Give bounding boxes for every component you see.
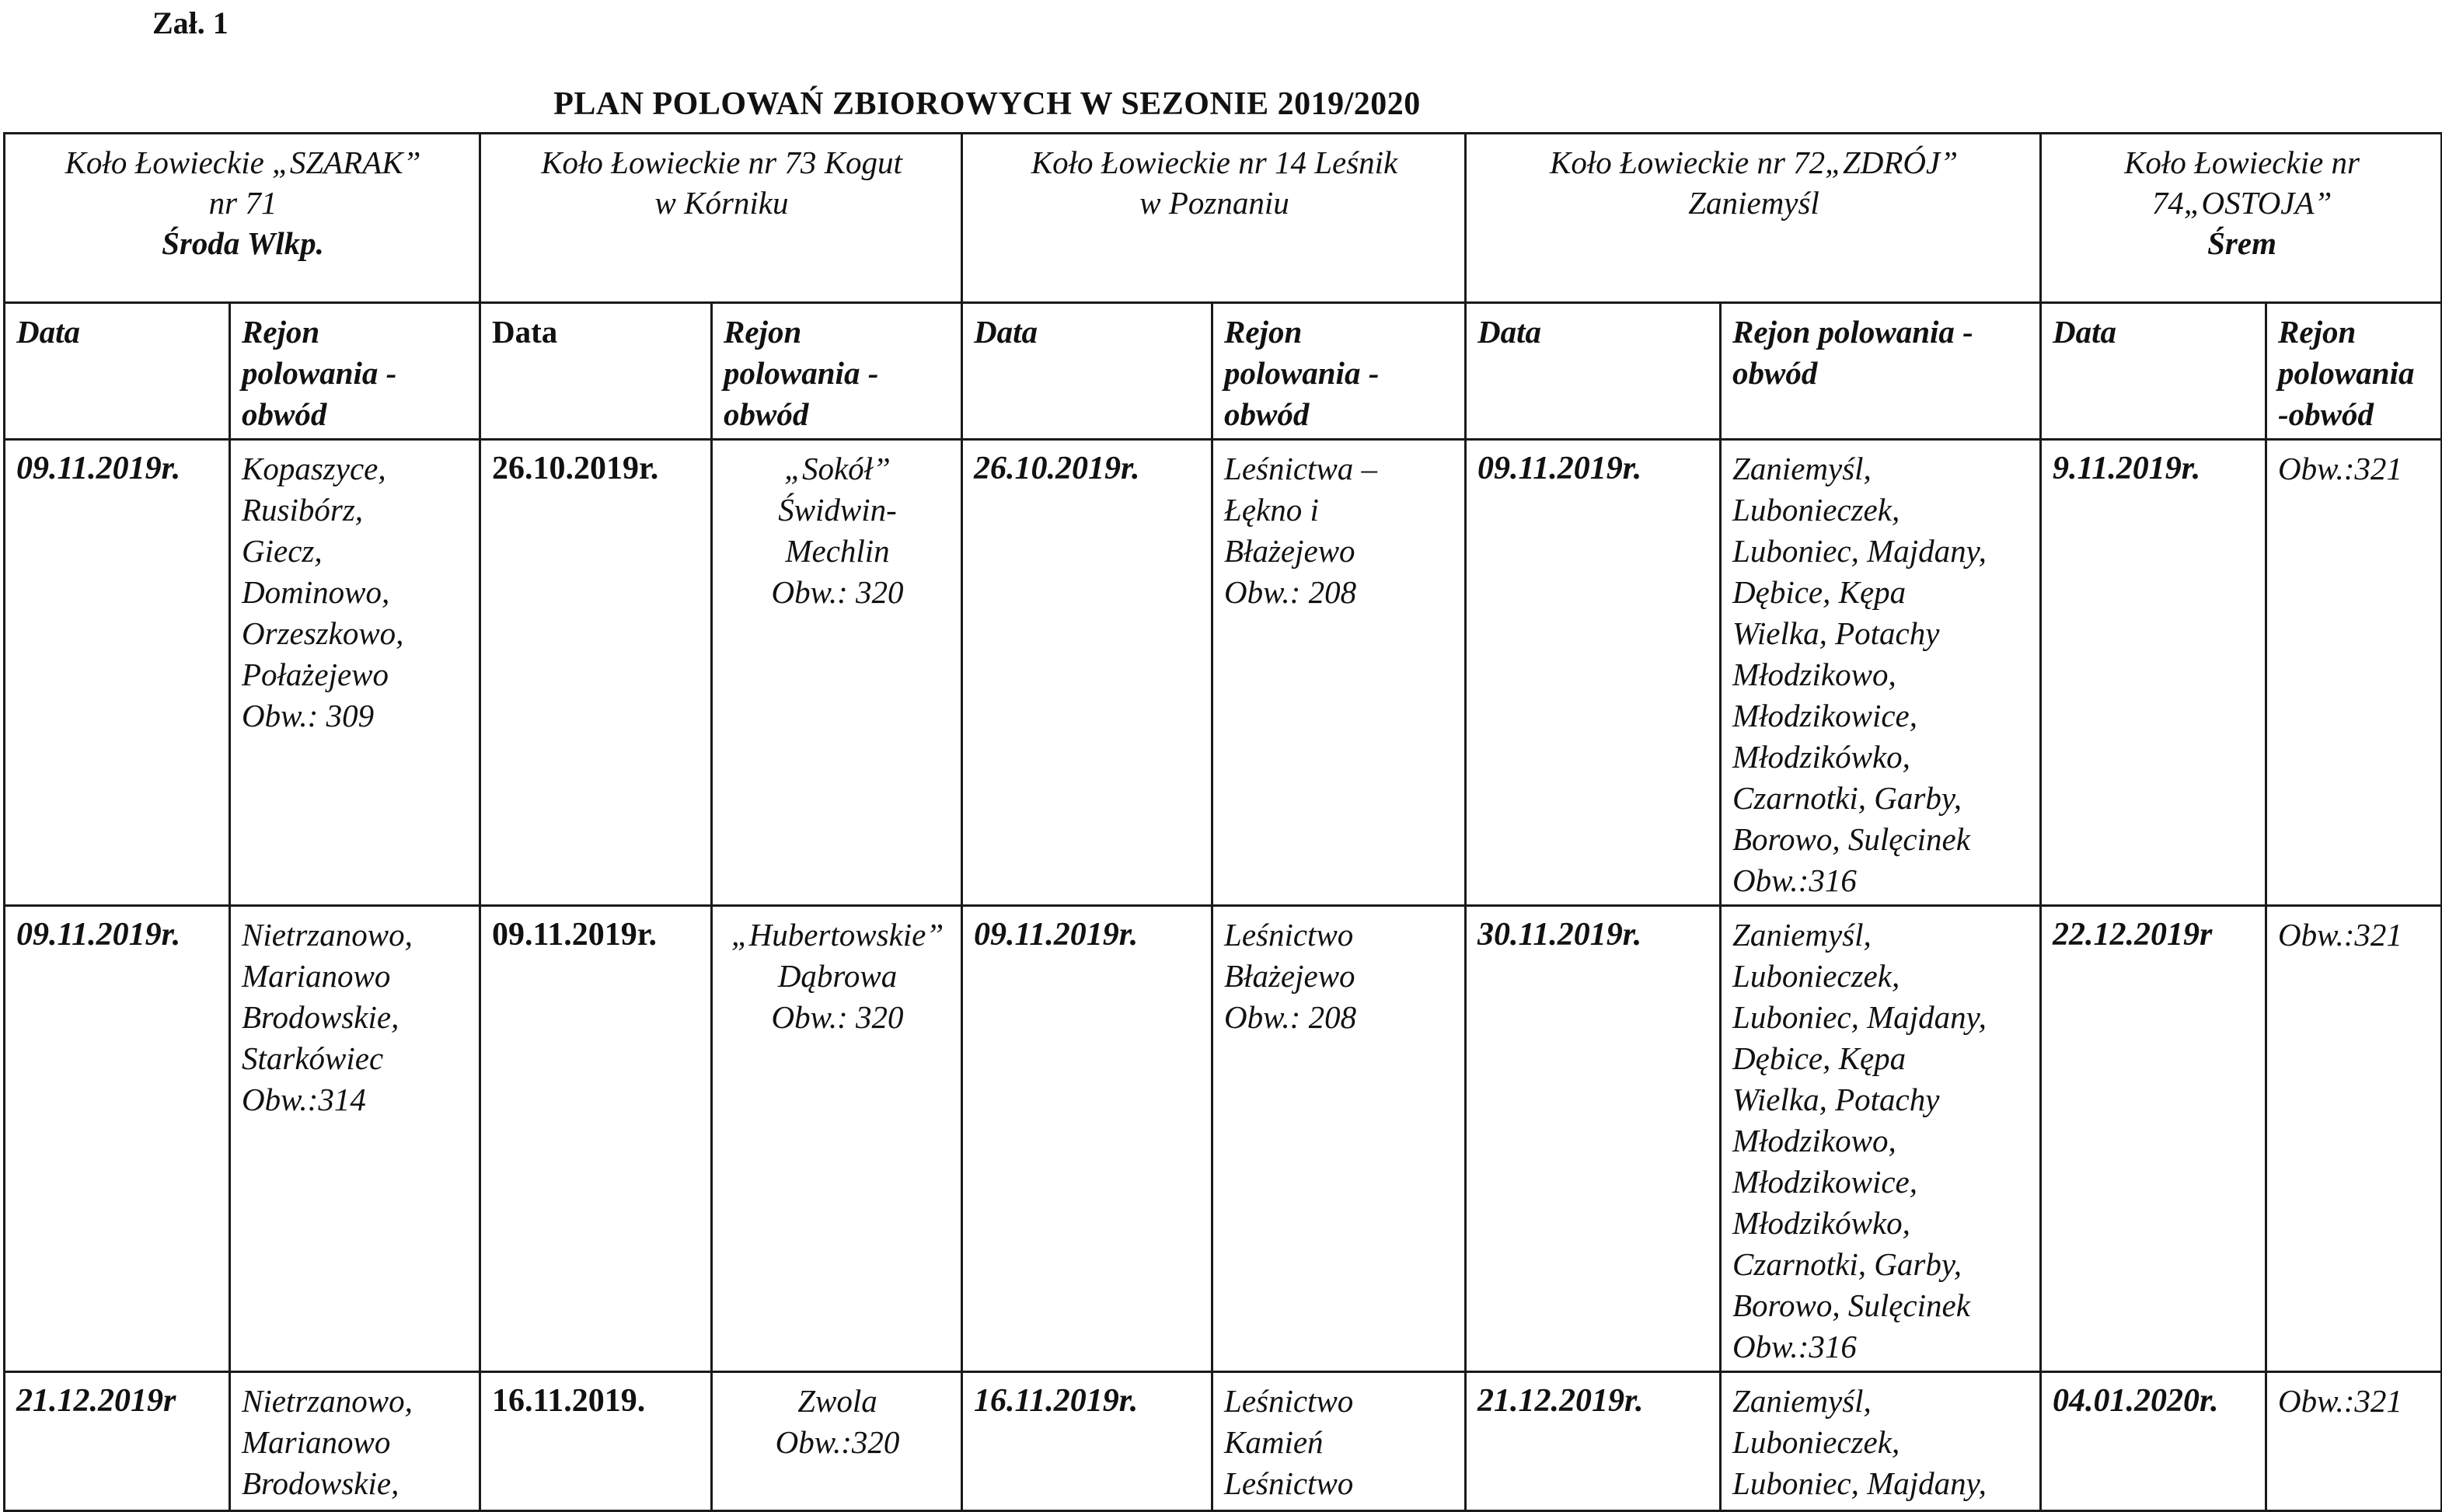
hunt-date: 26.10.2019r.: [480, 440, 712, 906]
hunt-region: Zaniemyśl, Lubonieczek, Luboniec, Majdany, Dębice, Kępa Wielka, Potachy Młodzikowo, Młodzikowice, Młodzikówko, Czarnotki, Garby, Borowo, Sulęcinek Obw.:316: [1721, 906, 2041, 1372]
club-header-zdroj: [1466, 134, 2041, 303]
column-header-date: Data: [5, 303, 230, 440]
club-header-szarak: [5, 134, 480, 303]
club-location: Śrem: [2207, 225, 2276, 261]
hunt-region: Kopaszyce, Rusibórz, Giecz, Dominowo, Orzeszkowo, Połażejewo Obw.: 309: [230, 440, 480, 906]
club-name-line: 74„OSTOJA”: [2151, 185, 2332, 221]
hunt-region: Leśnictwa – Łękno i Błażejewo Obw.: 208: [1212, 440, 1466, 906]
document-title: PLAN POLOWAŃ ZBIOROWYCH W SEZONIE 2019/2020: [553, 86, 1421, 122]
column-header-date: Data: [2041, 303, 2266, 440]
hunt-date: 04.01.2020r.: [2041, 1372, 2266, 1511]
hunt-region: Obw.:321: [2266, 906, 2442, 1372]
column-header-region: Rejon polowania - obwód: [1721, 303, 2041, 440]
club-location: Zaniemyśl: [1688, 185, 1819, 221]
club-location: w Poznaniu: [1139, 185, 1289, 221]
column-header-row: [5, 303, 2442, 440]
hunt-region: Zaniemyśl, Lubonieczek, Luboniec, Majdany,: [1721, 1372, 2041, 1511]
club-header-ostoja: [2041, 134, 2442, 303]
table-row: [5, 906, 2442, 1372]
hunting-plan-table: [3, 132, 2442, 1512]
hunt-date: 09.11.2019r.: [480, 906, 712, 1372]
column-header-date: Data: [480, 303, 712, 440]
hunt-date: 09.11.2019r.: [5, 906, 230, 1372]
club-name-line: Koło Łowieckie nr: [2124, 145, 2360, 180]
hunt-region: Nietrzanowo, Marianowo Brodowskie, Starkówiec Obw.:314: [230, 906, 480, 1372]
hunt-region: Zwola Obw.:320: [712, 1372, 962, 1511]
club-name-line: nr 71: [208, 185, 277, 221]
club-header-kogut: [480, 134, 962, 303]
hunt-date: 9.11.2019r.: [2041, 440, 2266, 906]
hunt-region: Zaniemyśl, Lubonieczek, Luboniec, Majdany, Dębice, Kępa Wielka, Potachy Młodzikowo, Młodzikowice, Młodzikówko, Czarnotki, Garby, Borowo, Sulęcinek Obw.:316: [1721, 440, 2041, 906]
hunt-date: 16.11.2019r.: [962, 1372, 1212, 1511]
hunt-region: Obw.:321: [2266, 1372, 2442, 1511]
hunt-date: 16.11.2019.: [480, 1372, 712, 1511]
column-header-date: Data: [962, 303, 1212, 440]
hunt-date: 26.10.2019r.: [962, 440, 1212, 906]
attachment-label: Zał. 1: [152, 5, 229, 40]
table-row: [5, 440, 2442, 906]
column-header-date: Data: [1466, 303, 1721, 440]
club-name-line: Koło Łowieckie „SZARAK”: [65, 145, 421, 180]
hunt-date: 21.12.2019r: [5, 1372, 230, 1511]
club-location: Środa Wlkp.: [162, 225, 324, 261]
club-location: w Kórniku: [654, 185, 789, 221]
hunt-region: „Hubertowskie” Dąbrowa Obw.: 320: [712, 906, 962, 1372]
column-header-region: Rejon polowania - obwód: [230, 303, 480, 440]
hunt-date: 21.12.2019r.: [1466, 1372, 1721, 1511]
club-header-lesnik: [962, 134, 1466, 303]
column-header-region: Rejon polowania - obwód: [1212, 303, 1466, 440]
hunt-region: Leśnictwo Błażejewo Obw.: 208: [1212, 906, 1466, 1372]
hunt-region: Leśnictwo Kamień Leśnictwo: [1212, 1372, 1466, 1511]
hunt-region: Obw.:321: [2266, 440, 2442, 906]
column-header-region: Rejon polowania - obwód: [712, 303, 962, 440]
hunt-date: 22.12.2019r: [2041, 906, 2266, 1372]
hunt-region: „Sokół” Świdwin- Mechlin Obw.: 320: [712, 440, 962, 906]
hunt-region: Nietrzanowo, Marianowo Brodowskie,: [230, 1372, 480, 1511]
column-header-region: Rejon polowania -obwód: [2266, 303, 2442, 440]
club-name-line: Koło Łowieckie nr 72„ZDRÓJ”: [1550, 145, 1959, 180]
hunt-date: 09.11.2019r.: [1466, 440, 1721, 906]
hunt-date: 30.11.2019r.: [1466, 906, 1721, 1372]
club-header-row: [5, 134, 2442, 303]
hunt-date: 09.11.2019r.: [962, 906, 1212, 1372]
table-row: [5, 1372, 2442, 1511]
club-name-line: Koło Łowieckie nr 14 Leśnik: [1031, 145, 1398, 180]
hunt-date: 09.11.2019r.: [5, 440, 230, 906]
club-name-line: Koło Łowieckie nr 73 Kogut: [541, 145, 902, 180]
